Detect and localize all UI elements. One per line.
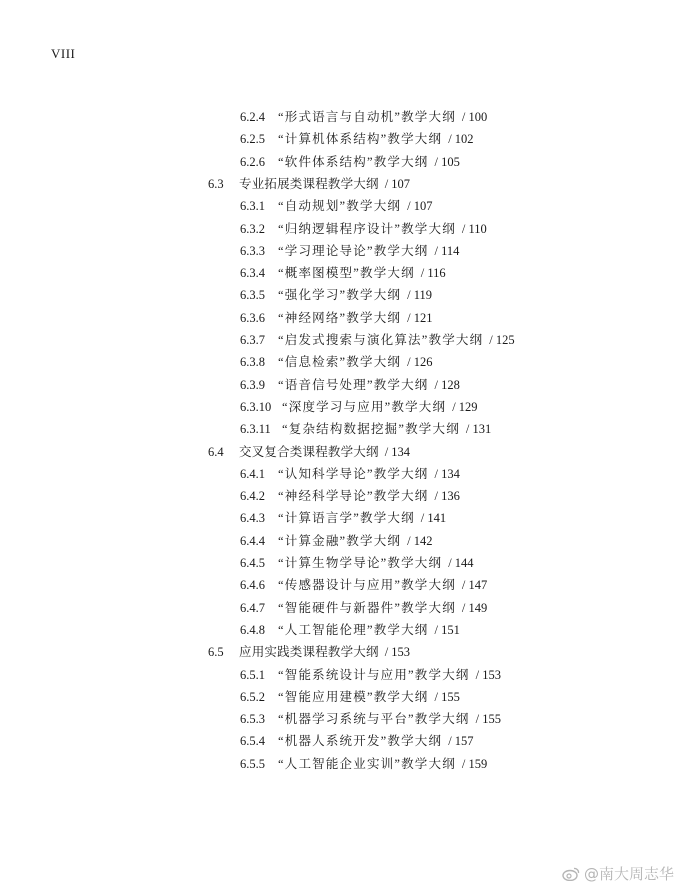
toc-subsection-entry (240, 240, 459, 262)
toc-entry-title: “启发式搜索与演化算法”教学大纲 (278, 333, 484, 347)
watermark (562, 863, 674, 884)
toc-entry-number: 6.3.8 (240, 355, 265, 370)
toc-entry-number: 6.4.5 (240, 556, 265, 570)
toc-entry-number: 6.2.6 (240, 154, 265, 169)
toc-entry-number: 6.4.1 (240, 466, 265, 481)
toc-subsection-entry (240, 128, 474, 150)
toc-entry-number: 6.3 (208, 176, 224, 191)
toc-entry-page: / 114 (434, 243, 460, 258)
toc-entry-title: “认知科学导论”教学大纲 (278, 466, 429, 481)
toc-entry-number: 6.2.4 (240, 110, 265, 124)
toc-entry-page: / 129 (452, 399, 478, 414)
toc-entry-number: 6.4.6 (240, 578, 265, 593)
toc-section-entry (208, 441, 410, 463)
toc-entry-page: / 116 (420, 266, 446, 281)
toc-entry-page: / 125 (489, 333, 515, 347)
toc-entry-page: / 147 (461, 578, 488, 593)
toc-entry-title: 专业拓展类课程教学大纲 (239, 176, 379, 191)
toc-subsection-entry (240, 351, 432, 373)
toc-subsection-entry (240, 418, 491, 440)
toc-entry-title: “智能硬件与新器件”教学大纲 (278, 600, 456, 615)
toc-entry-number: 6.4 (208, 444, 224, 459)
page-number: VIII (51, 46, 76, 61)
toc-subsection-entry (240, 753, 487, 775)
toc-subsection-entry (240, 619, 460, 641)
toc-subsection-entry (240, 686, 460, 708)
toc-entry-number: 6.3.3 (240, 243, 265, 258)
toc-entry-number: 6.4.3 (240, 511, 265, 526)
toc-entry-number: 6.5 (208, 645, 224, 660)
toc-entry-title: “信息检索”教学大纲 (278, 355, 402, 370)
toc-entry-page: / 119 (407, 288, 432, 303)
toc-entry-number: 6.3.11 (240, 422, 271, 437)
toc-subsection-entry (240, 507, 446, 529)
toc-entry-title: 交叉复合类课程教学大纲 (239, 444, 379, 459)
toc-entry-page: / 159 (461, 756, 488, 771)
toc-subsection-entry (240, 463, 460, 485)
toc-entry-title: “计算语言学”教学大纲 (278, 511, 415, 526)
toc-entry-page: / 107 (384, 176, 411, 191)
toc-entry-page: / 141 (420, 511, 447, 526)
toc-entry-number: 6.4.4 (240, 533, 265, 548)
toc-entry-title: “深度学习与应用”教学大纲 (282, 399, 447, 414)
toc-entry-title: “神经网络”教学大纲 (278, 310, 402, 325)
toc-entry-title: “人工智能企业实训”教学大纲 (278, 756, 456, 771)
toc-entry-title: “人工智能伦理”教学大纲 (278, 622, 429, 637)
toc-subsection-entry (240, 708, 501, 730)
toc-entry-page: / 142 (407, 533, 433, 548)
toc-section-entry (208, 173, 410, 195)
toc-entry-page: / 157 (448, 734, 474, 749)
toc-entry-title: “强化学习”教学大纲 (278, 288, 402, 303)
toc-entry-page: / 153 (384, 645, 411, 660)
toc-entry-page: / 134 (434, 466, 460, 481)
toc-entry-page: / 100 (461, 110, 488, 124)
toc-subsection-entry (240, 329, 515, 351)
toc-subsection-entry (240, 374, 460, 396)
toc-entry-title: “计算机体系结构”教学大纲 (278, 132, 443, 147)
toc-entry-title: “学习理论导论”教学大纲 (278, 243, 429, 258)
toc-entry-page: / 126 (407, 355, 433, 370)
toc-entry-number: 6.2.5 (240, 132, 265, 147)
toc-entry-number: 6.4.2 (240, 489, 265, 504)
toc-entry-page: / 107 (407, 199, 433, 214)
toc-entry-number: 6.3.6 (240, 310, 265, 325)
toc-subsection-entry (240, 284, 432, 306)
toc-entry-page: / 155 (475, 712, 501, 727)
toc-entry-page: / 102 (448, 132, 474, 147)
toc-entry-page: / 136 (434, 489, 460, 504)
toc-entry-title: “形式语言与自动机”教学大纲 (278, 110, 456, 124)
toc-subsection-entry (240, 151, 460, 173)
toc-entry-title: “计算金融”教学大纲 (278, 533, 402, 548)
toc-entry-number: 6.5.2 (240, 689, 265, 704)
toc-subsection-entry (240, 262, 446, 284)
toc-subsection-entry (240, 530, 432, 552)
toc-entry-page: / 151 (434, 622, 460, 637)
toc-entry-page: / 110 (461, 221, 487, 236)
toc-entry-page: / 131 (465, 422, 492, 437)
toc-entry-title: “归纳逻辑程序设计”教学大纲 (278, 221, 456, 236)
toc-subsection-entry (240, 396, 478, 418)
toc-entry-page: / 149 (461, 600, 488, 615)
weibo-icon (562, 867, 580, 881)
toc-subsection-entry (240, 597, 487, 619)
toc-entry-number: 6.5.1 (240, 667, 265, 682)
toc-subsection-entry (240, 195, 432, 217)
toc-entry-title: “复杂结构数据挖掘”教学大纲 (282, 422, 460, 437)
toc-entry-number: 6.3.10 (240, 399, 272, 414)
toc-subsection-entry (240, 485, 460, 507)
toc-section-entry (208, 641, 410, 663)
toc-entry-number: 6.3.5 (240, 288, 265, 303)
toc-entry-page: / 128 (434, 377, 460, 392)
watermark-text: @南大周志华 (583, 865, 674, 883)
toc-entry-title: “语音信号处理”教学大纲 (278, 377, 429, 392)
toc-entry-number: 6.4.8 (240, 622, 265, 637)
toc-entry-title: “机器人系统开发”教学大纲 (278, 734, 443, 749)
toc-entry-number: 6.3.1 (240, 199, 265, 214)
toc-entry-title: 应用实践类课程教学大纲 (239, 645, 379, 660)
toc-subsection-entry (240, 218, 487, 240)
toc-entry-page: / 105 (434, 154, 460, 169)
toc-entry-title: “神经科学导论”教学大纲 (278, 489, 429, 504)
toc-entry-number: 6.4.7 (240, 600, 265, 615)
toc-subsection-entry (240, 106, 487, 128)
toc-entry-number: 6.3.9 (240, 377, 265, 392)
toc-entry-title: “软件体系结构”教学大纲 (278, 154, 429, 169)
toc-entry-title: “自动规划”教学大纲 (278, 199, 402, 214)
toc-entry-title: “智能应用建模”教学大纲 (278, 689, 429, 704)
toc-subsection-entry (240, 552, 474, 574)
toc-entry-number: 6.3.4 (240, 266, 265, 281)
toc-entry-number: 6.5.3 (240, 712, 265, 727)
toc-subsection-entry (240, 574, 487, 596)
toc-entry-number: 6.3.7 (240, 333, 265, 347)
toc-entry-page: / 155 (434, 689, 460, 704)
toc-entry-title: “传感器设计与应用”教学大纲 (278, 578, 456, 593)
toc-entry-page: / 153 (475, 667, 501, 682)
toc-entry-number: 6.5.5 (240, 756, 265, 771)
toc-entry-title: “计算生物学导论”教学大纲 (278, 556, 443, 570)
toc-entry-title: “概率图模型”教学大纲 (278, 266, 415, 281)
toc-entry-page: / 144 (448, 556, 474, 570)
toc-entry-number: 6.5.4 (240, 734, 265, 749)
toc-entry-title: “机器学习系统与平台”教学大纲 (278, 712, 470, 727)
toc-subsection-entry (240, 307, 432, 329)
toc-subsection-entry (240, 664, 501, 686)
toc-subsection-entry (240, 730, 474, 752)
toc-entry-number: 6.3.2 (240, 221, 265, 236)
toc-entry-page: / 134 (384, 444, 411, 459)
toc-entry-page: / 121 (407, 310, 433, 325)
toc-entry-title: “智能系统设计与应用”教学大纲 (278, 667, 470, 682)
